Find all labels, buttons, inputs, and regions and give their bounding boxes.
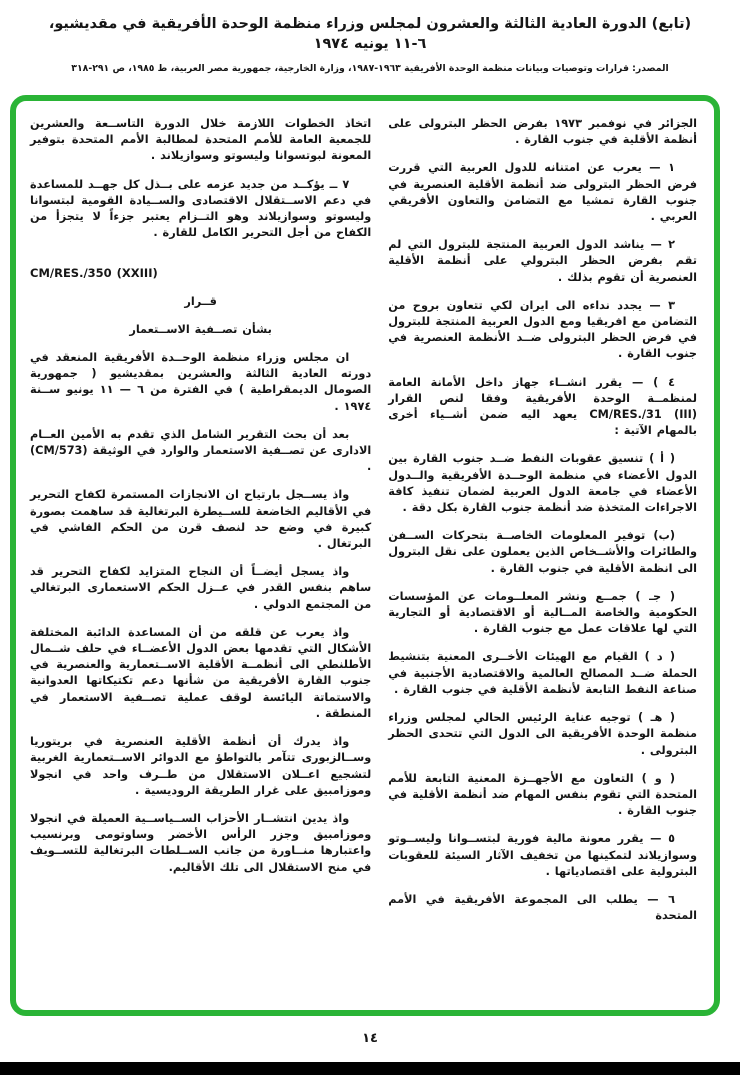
green-border-frame	[10, 95, 720, 1016]
para-continuation: اتخاذ الخطوات اللازمة خلال الدورة التاســعة والعشرين للجمعية العامة للأمم المتحدة لمطالبة الأمم المتحدة بتوفير المعونة لبوتسوانا وليسوتو وسوازيلاند .	[30, 117, 372, 163]
resolution-title: قــرار	[184, 294, 217, 308]
para-item-w: ( و ) التعاون مع الأجهــزة المعنية التابعة للأمم المتحدة التي تقوم بنفس المهام ضد أنظمة الأقلية في جنوب القارة .	[388, 771, 697, 818]
resolution-number: CM/RES./350 (XXIII)	[30, 266, 158, 281]
para-item-h: ( هـ ) توجيه عناية الرئيس الحالي لمجلس وزراء منظمة الوحدة الأفريقية الى الدول التي تتحدى الحظر البترولى .	[388, 711, 697, 757]
session-title: (تابع) الدورة العادية الثالثة والعشرون لمجلس وزراء منظمة الوحدة الأفريقية في مقديشيو، ٦-١١ يونيه ١٩٧٤	[48, 16, 692, 53]
para-item-b: (ب) توفير المعلومات الخاصــة بتحركات الســفن والطائرات والأشــخاص الذين يعملون على نقل البترول الى انظمة الأقلية في جنوب القارة .	[388, 529, 697, 575]
para-item-6: ٦ — يطلب الى المجموعة الأفريقية في الأمم المتحدة	[388, 892, 697, 923]
para-preamble-6: واذ يدرك أن أنظمة الأقلية العنصرية في بريتوريا وســالزبورى تتآمر بالتواطؤ مع الدوائر الاســتعمارية الغربية لتشجيع اعــلان الاستقلال من طــرف واحد في انجولا وموزامبيق على غرار الطريقة الروديسية .	[30, 735, 372, 797]
para-preamble-4: واذ يسجل أيضــاً أن النجاح المتزايد لكفاح التحرير قد ساهم بنفس القدر في عــزل الحكم الاستعمارى البرتغالي من المجتمع الدولي .	[30, 565, 372, 611]
resolution-subtitle: بشأن تصــفية الاســتعمار	[129, 322, 272, 336]
column-left	[30, 116, 371, 1000]
para-item-3: ٣ — يجدد نداءه الى ايران لكي تتعاون بروح من التضامن مع افريقيا ومع الدول العربية المنتجة للبترول في فرض الحظر البترولى ضــد الأنظمة العنصرية في جنوب القارة .	[388, 298, 697, 361]
page-header	[0, 14, 740, 75]
para-preamble-2: بعد أن بحث التقرير الشامل الذي تقدم به الأمين العــام الادارى عن تصــفية الاستعمار والوارد في الوثيقة (CM/573) .	[30, 427, 372, 474]
para-preamble-1: ان مجلس وزراء منظمة الوحــدة الأفريقية المنعقد في دورته العادية الثالثة والعشرين بمقديشيو ( جمهورية الصومال الديمقراطية ) في الفترة من ٦ — ١١ يونيو ســنة ١٩٧٤ .	[30, 351, 372, 413]
para-item-7: ٧ ــ يؤكــد من جديد عزمه على بــذل كل جهــد للمساعدة في دعم الاســتقلال الاقتصادى والســيادة القومية لبتسوانا وليسوتو وسوازيلاند وهو التــزام يعتبر جزءاً لا يتجزأ من الكفاح من أجل التحرير الكامل للقارة .	[30, 177, 372, 240]
para-item-5: ٥ — يقرر معونة مالية فورية لبتســوانا وليســوتو وسوازيلاند لتمكينها من تخفيف الآثار السيئة للعقوبات البترولية على اقتصادياتها .	[388, 832, 697, 878]
para-preamble-7: واذ يدين انتشــار الأحزاب الســياســية العميلة في انجولا وموزامبيق وجزر الرأس الأخضر وساوتومى وبرنسيب واعتبارها منــاورة من جانب الســلطات البرتغالية للتســويف في منح الاستقلال الى تلك الأقاليم.	[30, 811, 372, 874]
bottom-black-bar	[0, 1062, 740, 1075]
source-citation: المصدر: قرارات وتوصيات وبيانات منظمة الوحدة الأفريقية ١٩٦٣-١٩٨٧، وزارة الخارجية، جمهورية مصر العربية، ط ١٩٨٥، ص ٢٩١-٣١٨	[71, 62, 669, 74]
document-body	[16, 101, 714, 1010]
para-preamble-3: واذ يســجل بارتياح ان الانجازات المستمرة لكفاح التحرير في الأقاليم الخاضعة للســيطرة البرتغالية قد ساهمت بصورة كبيرة في وضع حد لنصف قرن من الحكم الفاشي في البرتغال .	[30, 488, 372, 551]
para-item-j: ( جـ ) جمــع ونشر المعلــومات عن المؤسسات الحكومية والخاصة المــالية أو الاقتصادية أو التجارية التي لها علاقات عمل مع جنوب القارة .	[388, 589, 697, 636]
para-continuation: الجزائر في نوفمبر ١٩٧٣ بفرض الحظر البترولى على أنظمة الأقلية في جنوب القارة .	[388, 117, 697, 147]
column-right	[388, 116, 697, 1000]
para-item-d: ( د ) القيام مع الهيئات الأخــرى المعنية بتنشيط الحملة ضــد المصالح العالمية والاقتصادية الأجنبية في صناعة النفط التابعة لأنظمة الأقلية في جنوب القارة .	[388, 650, 697, 696]
para-item-a: ( أ ) تنسيق عقوبات النفط ضــد جنوب القارة بين الدول الأعضاء في منظمة الوحــدة الأفريقية والــدول الأعضاء في جامعة الدول العربية لضمان تنفيذ كافة الاجراءات المتخذة ضد أنظمة جنوب القارة بكل دقة .	[388, 452, 697, 515]
para-item-1: ١ — يعرب عن امتنانه للدول العربية التي قررت فرض الحظر البترولى ضد أنظمة الأقلية العنصرية في جنوب القارة تمشيا مع التضامن والتعاون الأفريقي العربي .	[388, 161, 697, 224]
para-item-4: ٤ ) — يقرر انشــاء جهاز داخل الأمانة العامة لمنظمــة الوحدة الأفريقية وفقا لنص القرار CM/RES./31 (III) يعهد اليه ضمن أشــياء أخرى بالمهام الآتية :	[388, 375, 697, 438]
para-item-2: ٢ — يناشد الدول العربية المنتجة للبترول التي لم تقم بفرض الحظر البترولي على أنظمة الأقلية العنصرية أن تقوم بذلك .	[388, 238, 697, 284]
page-number: ١٤	[362, 1031, 378, 1046]
para-preamble-5: واذ يعرب عن قلقه من أن المساعدة الدائبة المختلفة الأشكال التي تقدمها بعض الدول الأعضــاء في حلف شــمال الأطلنطي الى أنظمــة الأقلية الاســتعمارية والعنصرية في جنوب القارة الأفريقية من شأنها دعم تكتيكاتها العدوانية والاستماتة اليائسة لوقف عملية تصــفية الاستعمار في المنطقة .	[30, 625, 372, 720]
